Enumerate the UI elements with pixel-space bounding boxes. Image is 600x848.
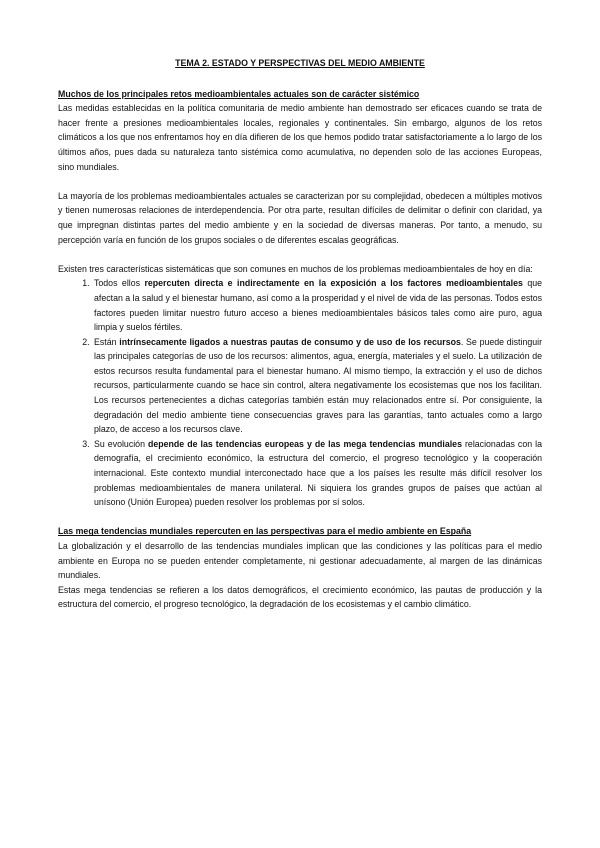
list-item-bold-text: repercuten directa e indirectamente en la exposición a los factores medioambientales <box>144 278 523 289</box>
list-item <box>92 335 542 437</box>
list-item-text: Todos ellos <box>94 278 145 289</box>
list-item-text: Su evolución <box>94 438 149 449</box>
spacer <box>58 174 542 189</box>
section2-heading: Las mega tendencias mundiales repercuten en las perspectivas para el medio ambiente en España <box>58 526 472 537</box>
list-item-text: que afectan a la salud y el bienestar humano, así como a la prosperidad y el nivel de vida de las personas. Todos estos factores pueden limitar nuestro futuro acceso a bienes medioambientales básicos tales como aire puro, agua limpia y suelos fértiles. <box>94 278 542 333</box>
section1-heading: Muchos de los principales retos medioambientales actuales son de carácter sistémico <box>58 88 420 99</box>
section2-paragraph-1: La globalización y el desarrollo de las tendencias mundiales implican que las condiciones y las políticas para el medio ambiente en Europa no se pueden entender completamente, ni gestionar adecuadamente, al margen de las dinámicas mundiales. <box>58 541 542 581</box>
spacer <box>58 247 542 262</box>
list-item <box>92 437 542 510</box>
list-item <box>92 276 542 334</box>
section1-paragraph-1: Las medidas establecidas en la política comunitaria de medio ambiente han demostrado ser eficaces cuando se trata de hacer frente a presiones medioambientales locales, regionales y continentales. Sin embargo, algunos de los retos climáticos a los que nos enfrentamos hoy en día difieren de los que hemos podido tratar satisfactoriamente a lo largo de los últimos años, pues dada su naturaleza tanto sistémica como acumulativa, no dependen solo de las acciones Europeas, sino mundiales. <box>58 103 542 172</box>
list-item-text: . Se puede distinguir las principales categorías de uso de los recursos: alimentos, agua, energía, materiales y el suelo. La utilización de estos recursos resulta fundamental para el bienestar humano. Al mismo tiempo, la extracción y el uso de dichos recursos, particularmente cuando se hace sin control, altera negativamente los ecosistemas que nos los facilitan. Los recursos pertenecientes a dichas categorías también están muy relacionados entre sí. Por consiguiente, la degradación del medio ambiente tiene consecuencias graves para las garantías, tanto actuales como a largo plazo, de acceso a los recursos clave. <box>94 336 543 435</box>
characteristics-list <box>58 276 542 510</box>
section1-paragraph-3: Existen tres características sistemáticas que son comunes en muchos de los problemas medioambientales de hoy en día: <box>58 263 533 274</box>
list-item-text: Están <box>94 336 120 347</box>
document-page <box>58 56 542 612</box>
section1-paragraph-2: La mayoría de los problemas medioambientales actuales se caracterizan por su complejidad, obedecen a múltiples motivos y tienen numerosas relaciones de interdependencia. Por otra parte, resultan difíciles de delimitar o definir con claridad, ya que impregnan distintas partes del medio ambiente y en la sociedad de diversas maneras. Por tanto, a menudo, su percepción varía en función de los grupos sociales o de diferentes escalas geográficas. <box>58 190 542 245</box>
spacer <box>58 510 542 525</box>
list-item-bold-text: depende de las tendencias europeas y de las mega tendencias mundiales <box>148 438 462 449</box>
document-title: TEMA 2. ESTADO Y PERSPECTIVAS DEL MEDIO AMBIENTE <box>175 58 425 68</box>
list-item-text: relacionadas con la demografía, el crecimiento económico, la estructura del comercio, el progreso tecnológico y la cooperación internacional. Este contexto mundial interconectado hace que a los países les resulte más difícil resolver los problemas medioambientales de manera unilateral. Ni siquiera los grandes grupos de países que actúan al unísono (Unión Europea) pueden resolver los problemas por sí solos. <box>94 438 542 508</box>
list-item-bold-text: intrínsecamente ligados a nuestras pautas de consumo y de uso de los recursos <box>119 336 461 347</box>
section2-paragraph-2: Estas mega tendencias se refieren a los datos demográficos, el crecimiento económico, las pautas de producción y la estructura del comercio, el progreso tecnológico, la degradación de los ecosistemas y el cambio climático. <box>58 584 542 610</box>
